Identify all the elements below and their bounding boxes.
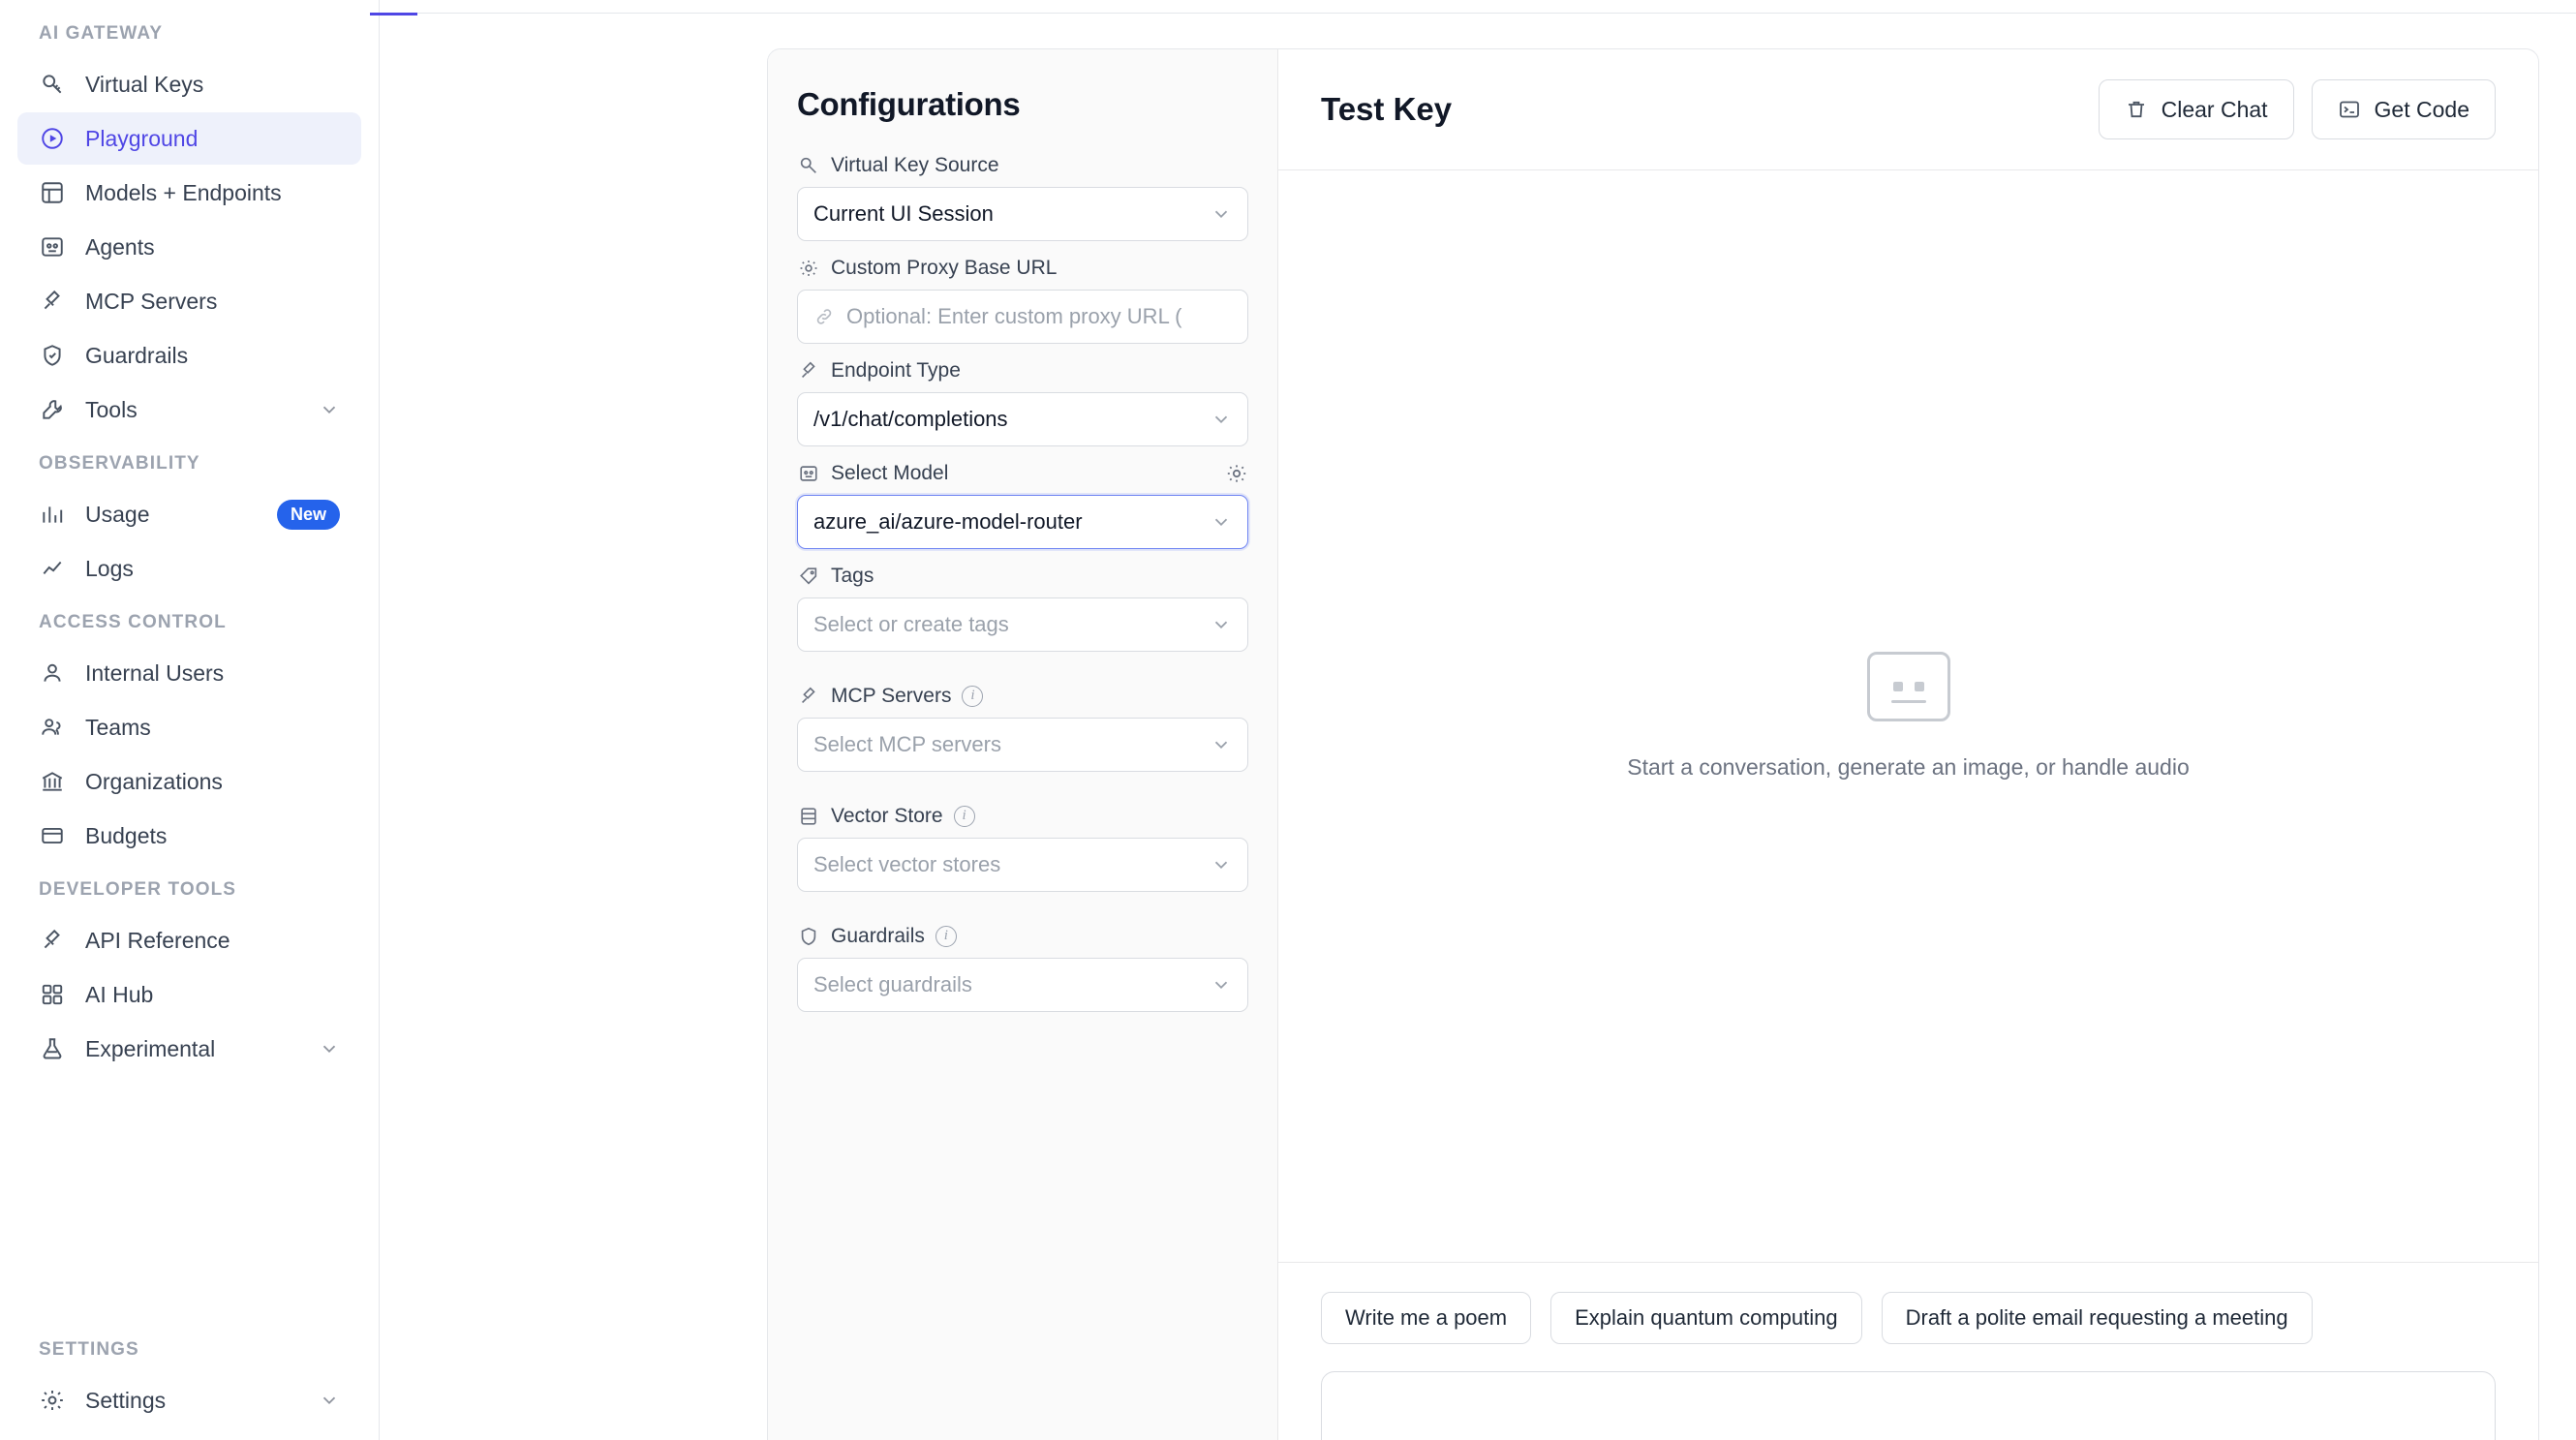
chat-panel (1278, 49, 2538, 1440)
sidebar-item-label: Experimental (85, 1035, 216, 1061)
terminal-icon (2338, 98, 2361, 121)
sidebar-item-label: Guardrails (85, 342, 189, 368)
mcp-servers-label-row (797, 685, 1248, 708)
chevron-down-icon (1211, 409, 1232, 430)
shield-icon (797, 925, 820, 948)
select-model-value: azure_ai/azure-model-router (813, 509, 1083, 534)
chevron-down-icon (1211, 203, 1232, 225)
select-model-label-row (797, 462, 1248, 485)
chevron-down-icon[interactable] (319, 1038, 340, 1059)
database-icon (797, 805, 820, 828)
sidebar-item-logs[interactable] (17, 542, 361, 595)
user-icon (39, 659, 66, 687)
sidebar-item-settings[interactable] (17, 1374, 361, 1426)
field-label-text: Guardrails (831, 925, 925, 947)
trash-icon (2125, 98, 2148, 121)
chevron-down-icon[interactable] (319, 1390, 340, 1411)
info-icon[interactable]: i (954, 806, 975, 827)
field-mcp-servers (797, 685, 1248, 772)
gear-icon (797, 257, 820, 280)
tools-icon (39, 396, 66, 423)
sidebar-item-teams[interactable] (17, 701, 361, 753)
custom-proxy-placeholder: Optional: Enter custom proxy URL ( (846, 304, 1182, 328)
get-code-label: Get Code (2374, 96, 2469, 122)
chevron-down-icon (1211, 511, 1232, 533)
tabs (370, 0, 543, 15)
guardrails-select[interactable] (797, 958, 1248, 1012)
agent-icon (39, 233, 66, 260)
main-content (380, 0, 2576, 1440)
link-icon (813, 306, 835, 327)
custom-proxy-label-row (797, 257, 1248, 280)
field-vector-store (797, 805, 1248, 892)
key-icon (39, 71, 66, 98)
sidebar-item-label: Budgets (85, 822, 168, 848)
plug-icon (797, 359, 820, 383)
empty-state-text: Start a conversation, generate an image, or handle audio (1627, 754, 2190, 780)
vector-store-label-row (797, 805, 1248, 828)
robot-eye-left (1893, 682, 1903, 691)
sidebar-item-label: Teams (85, 714, 151, 740)
sidebar-item-models-endpoints[interactable] (17, 167, 361, 219)
chevron-down-icon[interactable] (319, 399, 340, 420)
sidebar-item-label: Tools (85, 396, 138, 422)
virtual-key-source-value: Current UI Session (813, 201, 994, 226)
grid-icon (39, 981, 66, 1008)
sidebar-item-label: Models + Endpoints (85, 179, 282, 205)
sidebar-item-tools[interactable] (17, 383, 361, 436)
info-icon[interactable]: i (962, 686, 983, 707)
sidebar-item-label: Internal Users (85, 659, 225, 686)
field-label-text: Tags (831, 565, 874, 587)
credit-card-icon (39, 822, 66, 849)
model-icon (797, 462, 820, 485)
sidebar-settings-group (0, 1324, 379, 1440)
gear-icon (39, 1387, 66, 1414)
chevron-down-icon (1211, 854, 1232, 875)
guardrails-label-row (797, 925, 1248, 948)
plug-icon (797, 685, 820, 708)
guardrails-placeholder: Select guardrails (813, 972, 972, 996)
sidebar (0, 0, 380, 1440)
mcp-servers-placeholder: Select MCP servers (813, 732, 1001, 756)
sidebar-item-virtual-keys[interactable] (17, 58, 361, 110)
select-model-dropdown[interactable] (797, 495, 1248, 549)
field-tags (797, 565, 1248, 652)
vector-store-select[interactable] (797, 838, 1248, 892)
playground-panel (767, 48, 2539, 1440)
custom-proxy-input[interactable] (797, 290, 1248, 344)
tags-select[interactable] (797, 597, 1248, 652)
model-settings-gear-icon[interactable] (1225, 462, 1248, 485)
get-code-button[interactable] (2312, 79, 2496, 139)
sidebar-item-budgets[interactable] (17, 810, 361, 862)
bar-chart-icon (39, 501, 66, 528)
sidebar-item-label: AI Hub (85, 981, 154, 1007)
tab-compare[interactable] (452, 0, 544, 15)
sidebar-item-label: Logs (85, 555, 134, 581)
sidebar-item-usage[interactable] (17, 488, 361, 540)
key-icon (797, 154, 820, 177)
tag-icon (797, 565, 820, 588)
field-virtual-key-source (797, 154, 1248, 241)
suggestion-chip-quantum[interactable]: Explain quantum computing (1550, 1292, 1862, 1344)
field-label-text: Virtual Key Source (831, 154, 999, 176)
field-label-text: Custom Proxy Base URL (831, 257, 1058, 279)
clear-chat-label: Clear Chat (2161, 96, 2268, 122)
sidebar-item-label: Playground (85, 125, 199, 151)
shield-icon (39, 342, 66, 369)
sidebar-item-ai-hub[interactable] (17, 968, 361, 1021)
sidebar-item-label: Agents (85, 233, 155, 260)
tags-placeholder: Select or create tags (813, 612, 1009, 636)
sidebar-item-organizations[interactable] (17, 755, 361, 808)
line-chart-icon (39, 555, 66, 582)
sidebar-section-observability: OBSERVABILITY (39, 453, 200, 474)
sidebar-item-api-reference[interactable] (17, 914, 361, 966)
tab-chat[interactable] (370, 0, 417, 15)
field-label-text: Endpoint Type (831, 359, 961, 382)
sidebar-item-label: Virtual Keys (85, 71, 204, 97)
endpoint-type-select[interactable] (797, 392, 1248, 446)
field-custom-proxy-base-url (797, 257, 1248, 344)
endpoint-type-label-row (797, 359, 1248, 383)
sidebar-item-label: Organizations (85, 768, 223, 794)
message-input[interactable] (1321, 1371, 2496, 1440)
flask-icon (39, 1035, 66, 1062)
chevron-down-icon (1211, 614, 1232, 635)
info-icon[interactable]: i (935, 926, 957, 947)
plug-icon (39, 288, 66, 315)
robot-mouth (1891, 700, 1926, 703)
chat-title: Test Key (1321, 91, 1453, 127)
layers-icon (39, 179, 66, 206)
sidebar-item-label: Settings (85, 1387, 167, 1413)
sidebar-item-experimental[interactable] (17, 1023, 361, 1075)
sidebar-item-mcp-servers[interactable] (17, 275, 361, 327)
field-label-text: Select Model (831, 462, 949, 484)
sidebar-section-ai-gateway: AI GATEWAY (39, 23, 164, 44)
field-endpoint-type (797, 359, 1248, 446)
configurations-panel (768, 49, 1278, 1440)
mcp-servers-select[interactable] (797, 718, 1248, 772)
vector-store-placeholder: Select vector stores (813, 852, 1001, 876)
tags-label-row (797, 565, 1248, 588)
configurations-title: Configurations (797, 86, 1021, 122)
sidebar-item-label: MCP Servers (85, 288, 218, 314)
robot-eye-right (1915, 682, 1924, 691)
sidebar-item-agents[interactable] (17, 221, 361, 273)
sidebar-item-label: Usage (85, 501, 150, 527)
endpoint-type-value: /v1/chat/completions (813, 407, 1008, 431)
sidebar-item-playground[interactable] (17, 112, 361, 165)
sidebar-item-guardrails[interactable] (17, 329, 361, 382)
bank-icon (39, 768, 66, 795)
sidebar-item-internal-users[interactable] (17, 647, 361, 699)
sidebar-section-settings: SETTINGS (39, 1339, 139, 1360)
suggestion-chip-poem[interactable]: Write me a poem (1321, 1292, 1531, 1344)
play-circle-icon (39, 125, 66, 152)
sidebar-item-label: API Reference (85, 927, 230, 953)
virtual-key-source-label-row (797, 154, 1248, 177)
chat-empty-state (1278, 170, 2538, 1262)
suggestion-chip-email[interactable]: Draft a polite email requesting a meeting (1882, 1292, 2313, 1344)
sidebar-section-developer-tools: DEVELOPER TOOLS (39, 879, 237, 900)
field-label-text: Vector Store (831, 805, 943, 827)
usage-new-badge: New (277, 500, 340, 530)
chevron-down-icon (1211, 974, 1232, 996)
field-label-text: MCP Servers (831, 685, 952, 707)
field-select-model (797, 462, 1248, 549)
users-icon (39, 714, 66, 741)
chat-header (1278, 49, 2538, 170)
sidebar-section-access-control: ACCESS CONTROL (39, 612, 227, 632)
clear-chat-button[interactable] (2099, 79, 2294, 139)
chat-footer (1278, 1262, 2538, 1440)
tab-bar (380, 0, 2576, 14)
plug-icon (39, 927, 66, 954)
suggestion-chips (1321, 1292, 2496, 1344)
field-guardrails (797, 925, 1248, 1012)
virtual-key-source-select[interactable] (797, 187, 1248, 241)
chevron-down-icon (1211, 734, 1232, 755)
robot-face-icon (1867, 652, 1950, 721)
